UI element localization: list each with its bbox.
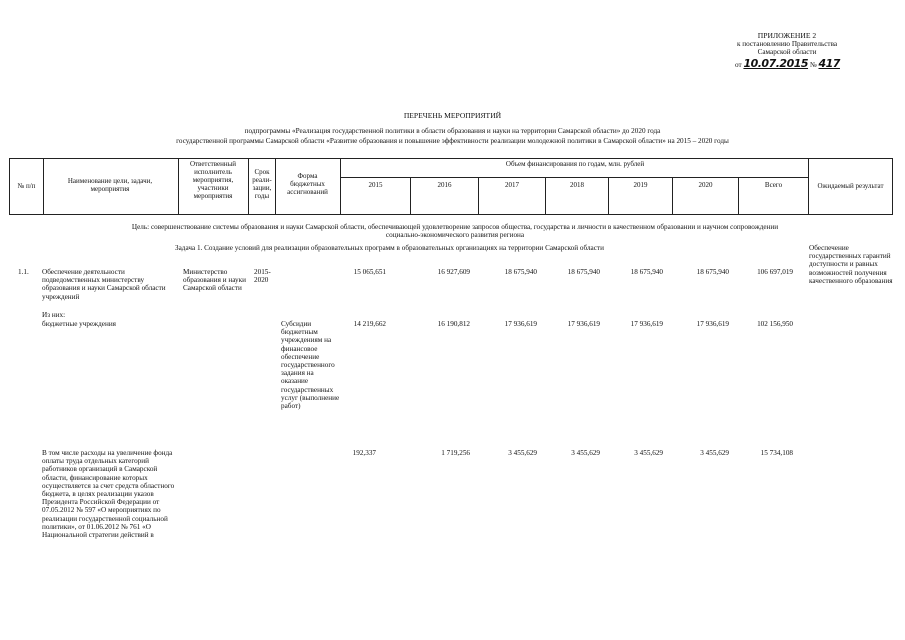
row-3-val-2017: 3 455,629 <box>508 449 537 457</box>
header-term: Срок реали-зации, годы <box>252 168 272 200</box>
row-1-executor: Министерство образования и науки Самарской области <box>183 268 246 293</box>
row-3-name: В том числе расходы на увеличение фонда оплаты труда отдельных категорий работников организаций в Самарской области, финансирование которых осуществляется за счет средств областного бюджета, в целях реализации указов Президента Российской Федерации от 07.05.2012 № 597 «О мероприятиях по реализации государственной социальной политики», от 01.06.2012 № 761 «О Национальной стратегии действий в <box>42 449 175 540</box>
row-3-val-total: 15 734,108 <box>760 449 793 457</box>
row-3-val-2015: 192,337 <box>352 449 376 457</box>
row-2-val-2020: 17 936,619 <box>696 320 729 328</box>
header-executor: Ответственный исполнитель мероприятия, участники мероприятия <box>189 160 237 200</box>
document-subtitle-1: подпрограммы «Реализация государственной политики в области образования и науки на территории Самарской области» до 2020 года <box>244 127 661 135</box>
row-3-val-2016: 1 719,256 <box>441 449 470 457</box>
row-1-val-total: 106 697,019 <box>757 268 793 276</box>
row-3-val-2018: 3 455,629 <box>571 449 600 457</box>
appendix-line1: к постановлению Правительства <box>736 40 838 49</box>
header-year-2019: 2019 <box>633 181 648 189</box>
row-2-name-line1: Из них: <box>42 311 66 319</box>
row-3-val-2019: 3 455,629 <box>634 449 663 457</box>
row-1-name: Обеспечение деятельности подведомственных министерству образования и науки Самарской области учреждений <box>42 268 166 301</box>
row-2-name-line2: бюджетные учреждения <box>42 320 116 328</box>
date-value: 10.07.2015 <box>743 57 809 70</box>
row-1-val-2016: 16 927,609 <box>437 268 470 276</box>
document-subtitle-2: государственной программы Самарской области «Развитие образования и повышение эффективности реализации молодежной политики в Самарской области» на 2015 – 2020 годы <box>176 137 729 145</box>
row-2-val-2016: 16 190,812 <box>437 320 470 328</box>
row-1-val-2017: 18 675,940 <box>504 268 537 276</box>
header-funding: Объем финансирования по годам, млн. рублей <box>505 160 645 168</box>
row-2-val-2015: 14 219,662 <box>353 320 386 328</box>
row-2-form: Субсидии бюджетным учреждениям на финансовое обеспечение государственного задания на оказание государственных услуг (выполнение работ) <box>281 320 340 411</box>
row-1-val-2020: 18 675,940 <box>696 268 729 276</box>
row-2-val-2017: 17 936,619 <box>504 320 537 328</box>
appendix-line2: Самарской области <box>757 48 817 57</box>
row-1-val-2018: 18 675,940 <box>567 268 600 276</box>
header-num: № п/п <box>17 182 36 190</box>
appendix-date-row <box>735 57 865 70</box>
header-year-2020: 2020 <box>698 181 713 189</box>
number-value: 417 <box>818 57 840 70</box>
row-1-term: 2015-2020 <box>254 268 271 285</box>
header-form: Форма бюджетных ассигнований <box>287 172 328 196</box>
row-2-val-2019: 17 936,619 <box>630 320 663 328</box>
appendix-block <box>722 32 852 57</box>
header-result: Ожидаемый результат <box>817 182 884 190</box>
goal-text: Цель: совершенствование системы образования и науки Самарской области, обеспечивающей удовлетворение запросов общества, государства и личности в качественном образовании и научном сопровождении социально-экономического развития региона <box>131 223 779 240</box>
task1-result: Обеспечение государственных гарантий доступности и равных возможностей получения качественного образования <box>809 244 893 285</box>
header-year-2018: 2018 <box>570 181 584 189</box>
row-1-num: 1.1. <box>18 268 29 276</box>
document-title: ПЕРЕЧЕНЬ МЕРОПРИЯТИЙ <box>403 111 502 120</box>
header-year-2015: 2015 <box>368 181 383 189</box>
date-prefix: от <box>735 61 742 69</box>
row-2-val-2018: 17 936,619 <box>567 320 600 328</box>
task1-text: Задача 1. Создание условий для реализации образовательных программ в образовательных организациях на территории Самарской области <box>175 244 604 252</box>
row-1-val-2015: 15 065,651 <box>353 268 386 276</box>
appendix-title: ПРИЛОЖЕНИЕ 2 <box>757 31 817 40</box>
number-prefix: № <box>809 61 817 69</box>
header-name: Наименование цели, задачи, мероприятия <box>67 177 153 193</box>
row-1-val-2019: 18 675,940 <box>630 268 663 276</box>
header-year-2016: 2016 <box>437 181 452 189</box>
row-3-val-2020: 3 455,629 <box>700 449 729 457</box>
row-2-val-total: 102 156,950 <box>757 320 793 328</box>
header-year-2017: 2017 <box>505 181 519 189</box>
header-total: Всего <box>764 181 783 189</box>
